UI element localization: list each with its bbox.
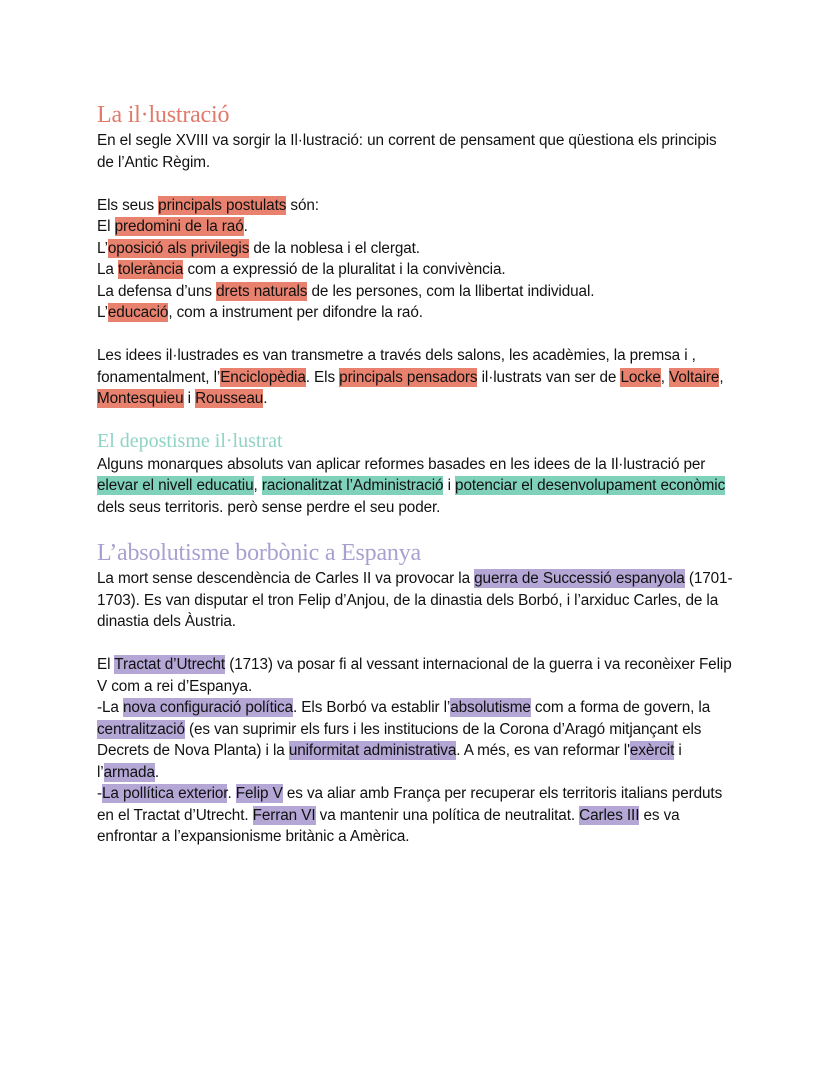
highlight: centralització [97, 720, 185, 738]
paragraph-utrecht: El Tractat d’Utrecht (1713) va posar fi al vessant internacional de la guerra i va reconèixer Felip V com a rei d’Espanya. [97, 656, 732, 695]
paragraph-intro: En el segle XVIII va sorgir la Il·lustració: un corrent de pensament que qüestiona els principis de l’Antic Règim. [97, 132, 717, 171]
highlight: Rousseau [195, 390, 264, 407]
paragraph-succession: La mort sense descendència de Carles II va provocar la guerra de Successió espanyola (1701-1703). Es van disputar el tron Felip d’Anjou, de la dinastia dels Borbó, i l’arxiduc Carles, de la dinastia dels Àustria. [97, 570, 733, 630]
highlight: elevar el nivell educatiu [97, 477, 254, 494]
postulat-item: La defensa d’uns drets naturals de les persones, com la llibertat individual. [97, 282, 595, 300]
paragraph-thinkers: Les idees il·lustrades es van transmetre a través dels salons, les acadèmies, la premsa i , fonamentalment, l’Enciclopèdia. Els principals pensadors il·lustrats van ser de Locke, Voltaire, Montesquieu i Rousseau. [97, 347, 724, 407]
highlight: Ferran VI [252, 806, 316, 824]
section-title-despotisme: El depostisme il·lustrat [97, 429, 283, 452]
highlight: nova configuració política [122, 699, 293, 716]
highlight: Carles III [579, 806, 640, 824]
postulats-line: Els seus principals postulats són: [97, 196, 319, 214]
postulat-item: El predomini de la raó. [97, 218, 248, 235]
paragraph-politica: -La nova configuració política. Els Borbó va establir l’absolutisme com a forma de govern, la centralització (es van suprimir els furs i les institucions de la Corona d’Aragó mitjançant els Decrets de Nova Planta) i la uniformitat administrativa. A més, es van reformar l'exèrcit i l’armada. [97, 699, 711, 781]
highlight: drets naturals [216, 282, 308, 300]
highlight: potenciar el desenvolupament econòmic [455, 477, 726, 494]
highlight: Felip V [235, 785, 283, 802]
highlight: educació [107, 304, 169, 321]
highlight: Tractat d’Utrecht [114, 656, 226, 673]
highlight: principals pensadors [339, 368, 478, 386]
highlight: oposició als privilegis [107, 239, 250, 257]
highlight: uniformitat administrativa [288, 742, 457, 759]
highlight: armada [103, 763, 155, 781]
highlight: predomini de la raó [114, 218, 244, 235]
highlight: exèrcit [629, 742, 675, 759]
highlight: tolerància [117, 261, 184, 278]
highlight: Voltaire [669, 368, 720, 386]
highlight: La pollítica exterior [102, 785, 228, 802]
paragraph-exterior: -La pollítica exterior. Felip V es va aliar amb França per recuperar els territoris italians perduts en el Tractat d’Utrecht. Ferran VI va mantenir una política de neutralitat. Carles III es va enfrontar a l’expansionisme britànic a Amèrica. [97, 785, 723, 845]
postulat-item: L’educació, com a instrument per difondre la raó. [97, 304, 423, 321]
section-title-absolutisme: L’absolutisme borbònic a Espanya [97, 540, 421, 566]
postulat-item: La tolerància com a expressió de la pluralitat i la convivència. [97, 261, 506, 278]
paragraph-despotisme: Alguns monarques absoluts van aplicar reformes basades en les idees de la Il·lustració per elevar el nivell educatiu, racionalitzat l’Administració i potenciar el desenvolupament econòmic dels seus territoris. però sense perdre el seu poder. [97, 455, 726, 516]
highlight: guerra de Successió espanyola [474, 570, 685, 587]
document-page [97, 100, 737, 848]
highlight: Enciclopèdia [220, 368, 306, 386]
highlight: absolutisme [450, 699, 531, 716]
section-title-illustracio: La il·lustració [97, 102, 230, 128]
highlight: principals postulats [158, 196, 287, 214]
highlight: Locke [620, 368, 661, 386]
highlight: racionalitzat l’Administració [261, 477, 444, 494]
postulat-item: L’oposició als privilegis de la noblesa i el clergat. [97, 239, 420, 257]
highlight: Montesquieu [97, 390, 184, 407]
